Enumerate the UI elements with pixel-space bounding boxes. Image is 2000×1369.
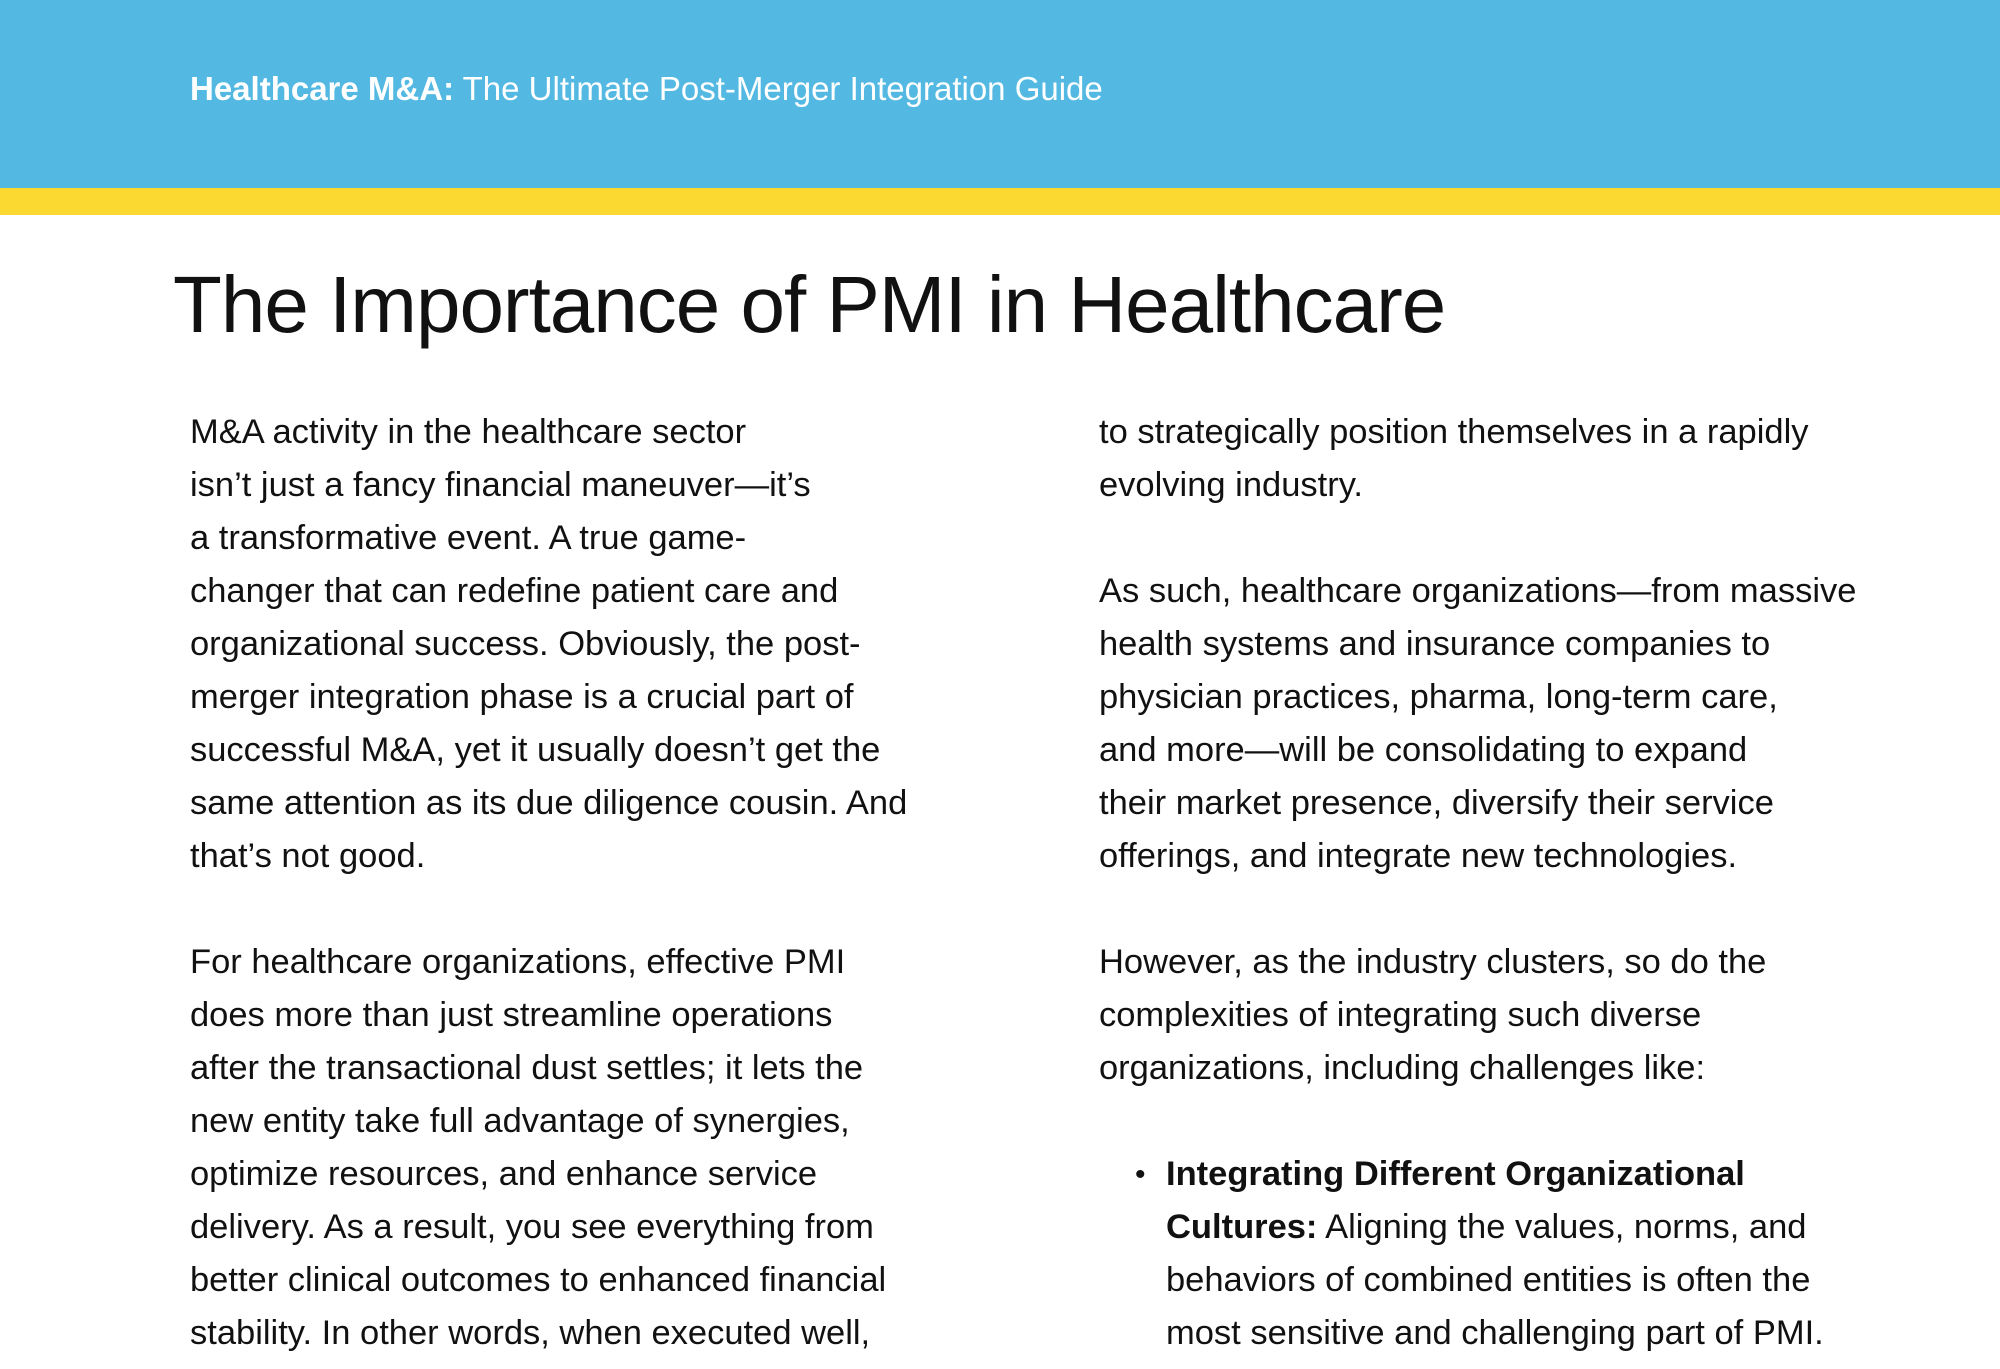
bullet-heading-line: Integrating Different Organizational [1166, 1155, 1745, 1193]
text-line: new entity take full advantage of synergies, [190, 1102, 850, 1140]
right-paragraph-1 [1099, 406, 1939, 512]
text-line: physician practices, pharma, long-term care, [1099, 678, 1778, 716]
left-column [190, 406, 1000, 1360]
text-line: and more—will be consolidating to expand [1099, 731, 1748, 769]
header-title-bold: Healthcare M&A: [190, 70, 455, 107]
text-line: after the transactional dust settles; it lets the [190, 1049, 864, 1087]
right-paragraph-3 [1099, 936, 1939, 1095]
paragraph-gap [1099, 1095, 1939, 1148]
text-line: successful M&A, yet it usually doesn’t get the [190, 731, 881, 769]
document-header-title [190, 64, 1103, 114]
text-line: better clinical outcomes to enhanced financial [190, 1261, 887, 1299]
text-line: changer that can redefine patient care and [190, 572, 839, 610]
right-column [1099, 406, 1939, 1360]
text-line: isn’t just a fancy financial maneuver—it’s [190, 466, 811, 504]
text-line: to strategically position themselves in a rapidly [1099, 413, 1809, 451]
left-paragraph-1 [190, 406, 1000, 883]
bullet-dot-icon: • [1135, 1158, 1146, 1191]
text-line: same attention as its due diligence cousin. And [190, 784, 908, 822]
text-line: optimize resources, and enhance service [190, 1155, 818, 1193]
text-line: organizations, including challenges like: [1099, 1049, 1706, 1087]
text-line: As such, healthcare organizations—from massive [1099, 572, 1857, 610]
text-line: health systems and insurance companies to [1099, 625, 1771, 663]
text-line: For healthcare organizations, effective PMI [190, 943, 846, 981]
header-title-rest: The Ultimate Post-Merger Integration Guide [454, 70, 1103, 107]
left-paragraph-2 [190, 936, 1000, 1360]
text-line: a transformative event. A true game- [190, 519, 747, 557]
bullet-heading-end: Cultures: [1166, 1208, 1318, 1246]
text-line: stability. In other words, when executed well, [190, 1314, 871, 1352]
header-accent-stripe [0, 188, 2000, 215]
text-line: delivery. As a result, you see everything from [190, 1208, 874, 1246]
text-line: merger integration phase is a crucial part of [190, 678, 854, 716]
text-line [1166, 1201, 1939, 1254]
text-line: most sensitive and challenging part of PMI. [1166, 1314, 1824, 1352]
text-line: their market presence, diversify their service [1099, 784, 1774, 822]
page-title: The Importance of PMI in Healthcare [173, 260, 1446, 349]
text-line: However, as the industry clusters, so do the [1099, 943, 1767, 981]
text-line: behaviors of combined entities is often the [1166, 1261, 1811, 1299]
text-line: M&A activity in the healthcare sector [190, 413, 747, 451]
text-line: organizational success. Obviously, the post- [190, 625, 861, 663]
paragraph-gap [1099, 512, 1939, 565]
paragraph-gap [190, 883, 1000, 936]
challenges-bullet-list [1099, 1148, 1939, 1360]
right-paragraph-2 [1099, 565, 1939, 883]
text-line: offerings, and integrate new technologies. [1099, 837, 1738, 875]
list-item [1099, 1148, 1939, 1360]
text-line: complexities of integrating such diverse [1099, 996, 1702, 1034]
text-line: does more than just streamline operations [190, 996, 833, 1034]
bullet-body-start: Aligning the values, norms, and [1317, 1208, 1807, 1246]
text-line: evolving industry. [1099, 466, 1363, 504]
paragraph-gap [1099, 883, 1939, 936]
text-line: that’s not good. [190, 837, 426, 875]
